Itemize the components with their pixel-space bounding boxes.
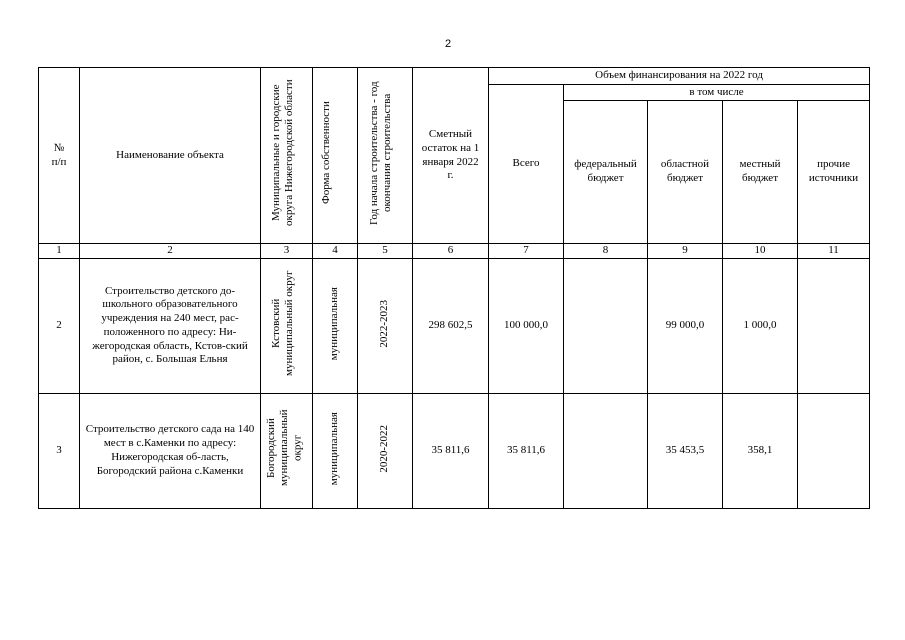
header-num: № п/п	[39, 68, 80, 244]
col-number: 10	[723, 244, 798, 259]
header-federal: федеральный бюджет	[564, 101, 648, 244]
col-number: 9	[648, 244, 723, 259]
col-number: 3	[261, 244, 313, 259]
col-number: 5	[358, 244, 413, 259]
header-years	[358, 68, 413, 244]
table-row	[39, 393, 870, 508]
row-other	[798, 393, 870, 508]
row-years	[358, 258, 413, 393]
row-ownership	[313, 258, 358, 393]
header-total: Всего	[489, 85, 564, 244]
row-regional: 35 453,5	[648, 393, 723, 508]
row-other	[798, 258, 870, 393]
row-years-text: 2022-2023	[378, 299, 391, 348]
row-municipality	[261, 393, 313, 508]
row-municipality-text: Кстовский муниципальный округ	[269, 270, 295, 377]
row-ownership-text: муниципальная	[328, 411, 341, 485]
col-number: 4	[313, 244, 358, 259]
row-total: 35 811,6	[489, 393, 564, 508]
header-estimated: Сметный остаток на 1 января 2022 г.	[413, 68, 489, 244]
row-estimated: 298 602,5	[413, 258, 489, 393]
column-number-row	[39, 244, 870, 259]
header-row-1	[39, 68, 870, 85]
row-num: 2	[39, 258, 80, 393]
row-local: 358,1	[723, 393, 798, 508]
header-name: Наименование объекта	[80, 68, 261, 244]
header-other: прочие источники	[798, 101, 870, 244]
page-number: 2	[445, 38, 452, 50]
row-num: 3	[39, 393, 80, 508]
row-ownership	[313, 393, 358, 508]
header-municipality	[261, 68, 313, 244]
row-estimated: 35 811,6	[413, 393, 489, 508]
row-municipality-text: Богородский муниципальный округ	[264, 410, 303, 487]
row-total: 100 000,0	[489, 258, 564, 393]
row-ownership-text: муниципальная	[328, 286, 341, 360]
table-row	[39, 258, 870, 393]
financing-table	[38, 67, 870, 509]
row-years	[358, 393, 413, 508]
row-federal	[564, 258, 648, 393]
header-years-text: Год начала строительства - год окончания строительства	[368, 81, 394, 225]
header-ownership-text: Форма собственности	[320, 101, 332, 205]
row-regional: 99 000,0	[648, 258, 723, 393]
row-years-text: 2020-2022	[378, 424, 391, 473]
col-number: 8	[564, 244, 648, 259]
col-number: 11	[798, 244, 870, 259]
col-number: 7	[489, 244, 564, 259]
header-ownership	[313, 68, 358, 244]
header-municipality-text: Муниципальные и городские округа Нижегородской области	[269, 79, 295, 227]
header-regional: областной бюджет	[648, 101, 723, 244]
header-local: местный бюджет	[723, 101, 798, 244]
row-object-name: Строительство детского сада на 140 мест в с.Каменки по адресу: Нижегородская об-ласть, Богородский района с.Каменки	[80, 393, 261, 508]
header-including: в том числе	[564, 85, 870, 101]
row-federal	[564, 393, 648, 508]
col-number: 2	[80, 244, 261, 259]
row-object-name: Строительство детского до-школьного образовательного учреждения на 240 мест, рас-положенного по адресу: Ни-жегородская область, Кстов-ский район, с. Большая Ельня	[80, 258, 261, 393]
row-municipality	[261, 258, 313, 393]
col-number: 1	[39, 244, 80, 259]
row-local: 1 000,0	[723, 258, 798, 393]
col-number: 6	[413, 244, 489, 259]
header-funding: Объем финансирования на 2022 год	[489, 68, 870, 85]
